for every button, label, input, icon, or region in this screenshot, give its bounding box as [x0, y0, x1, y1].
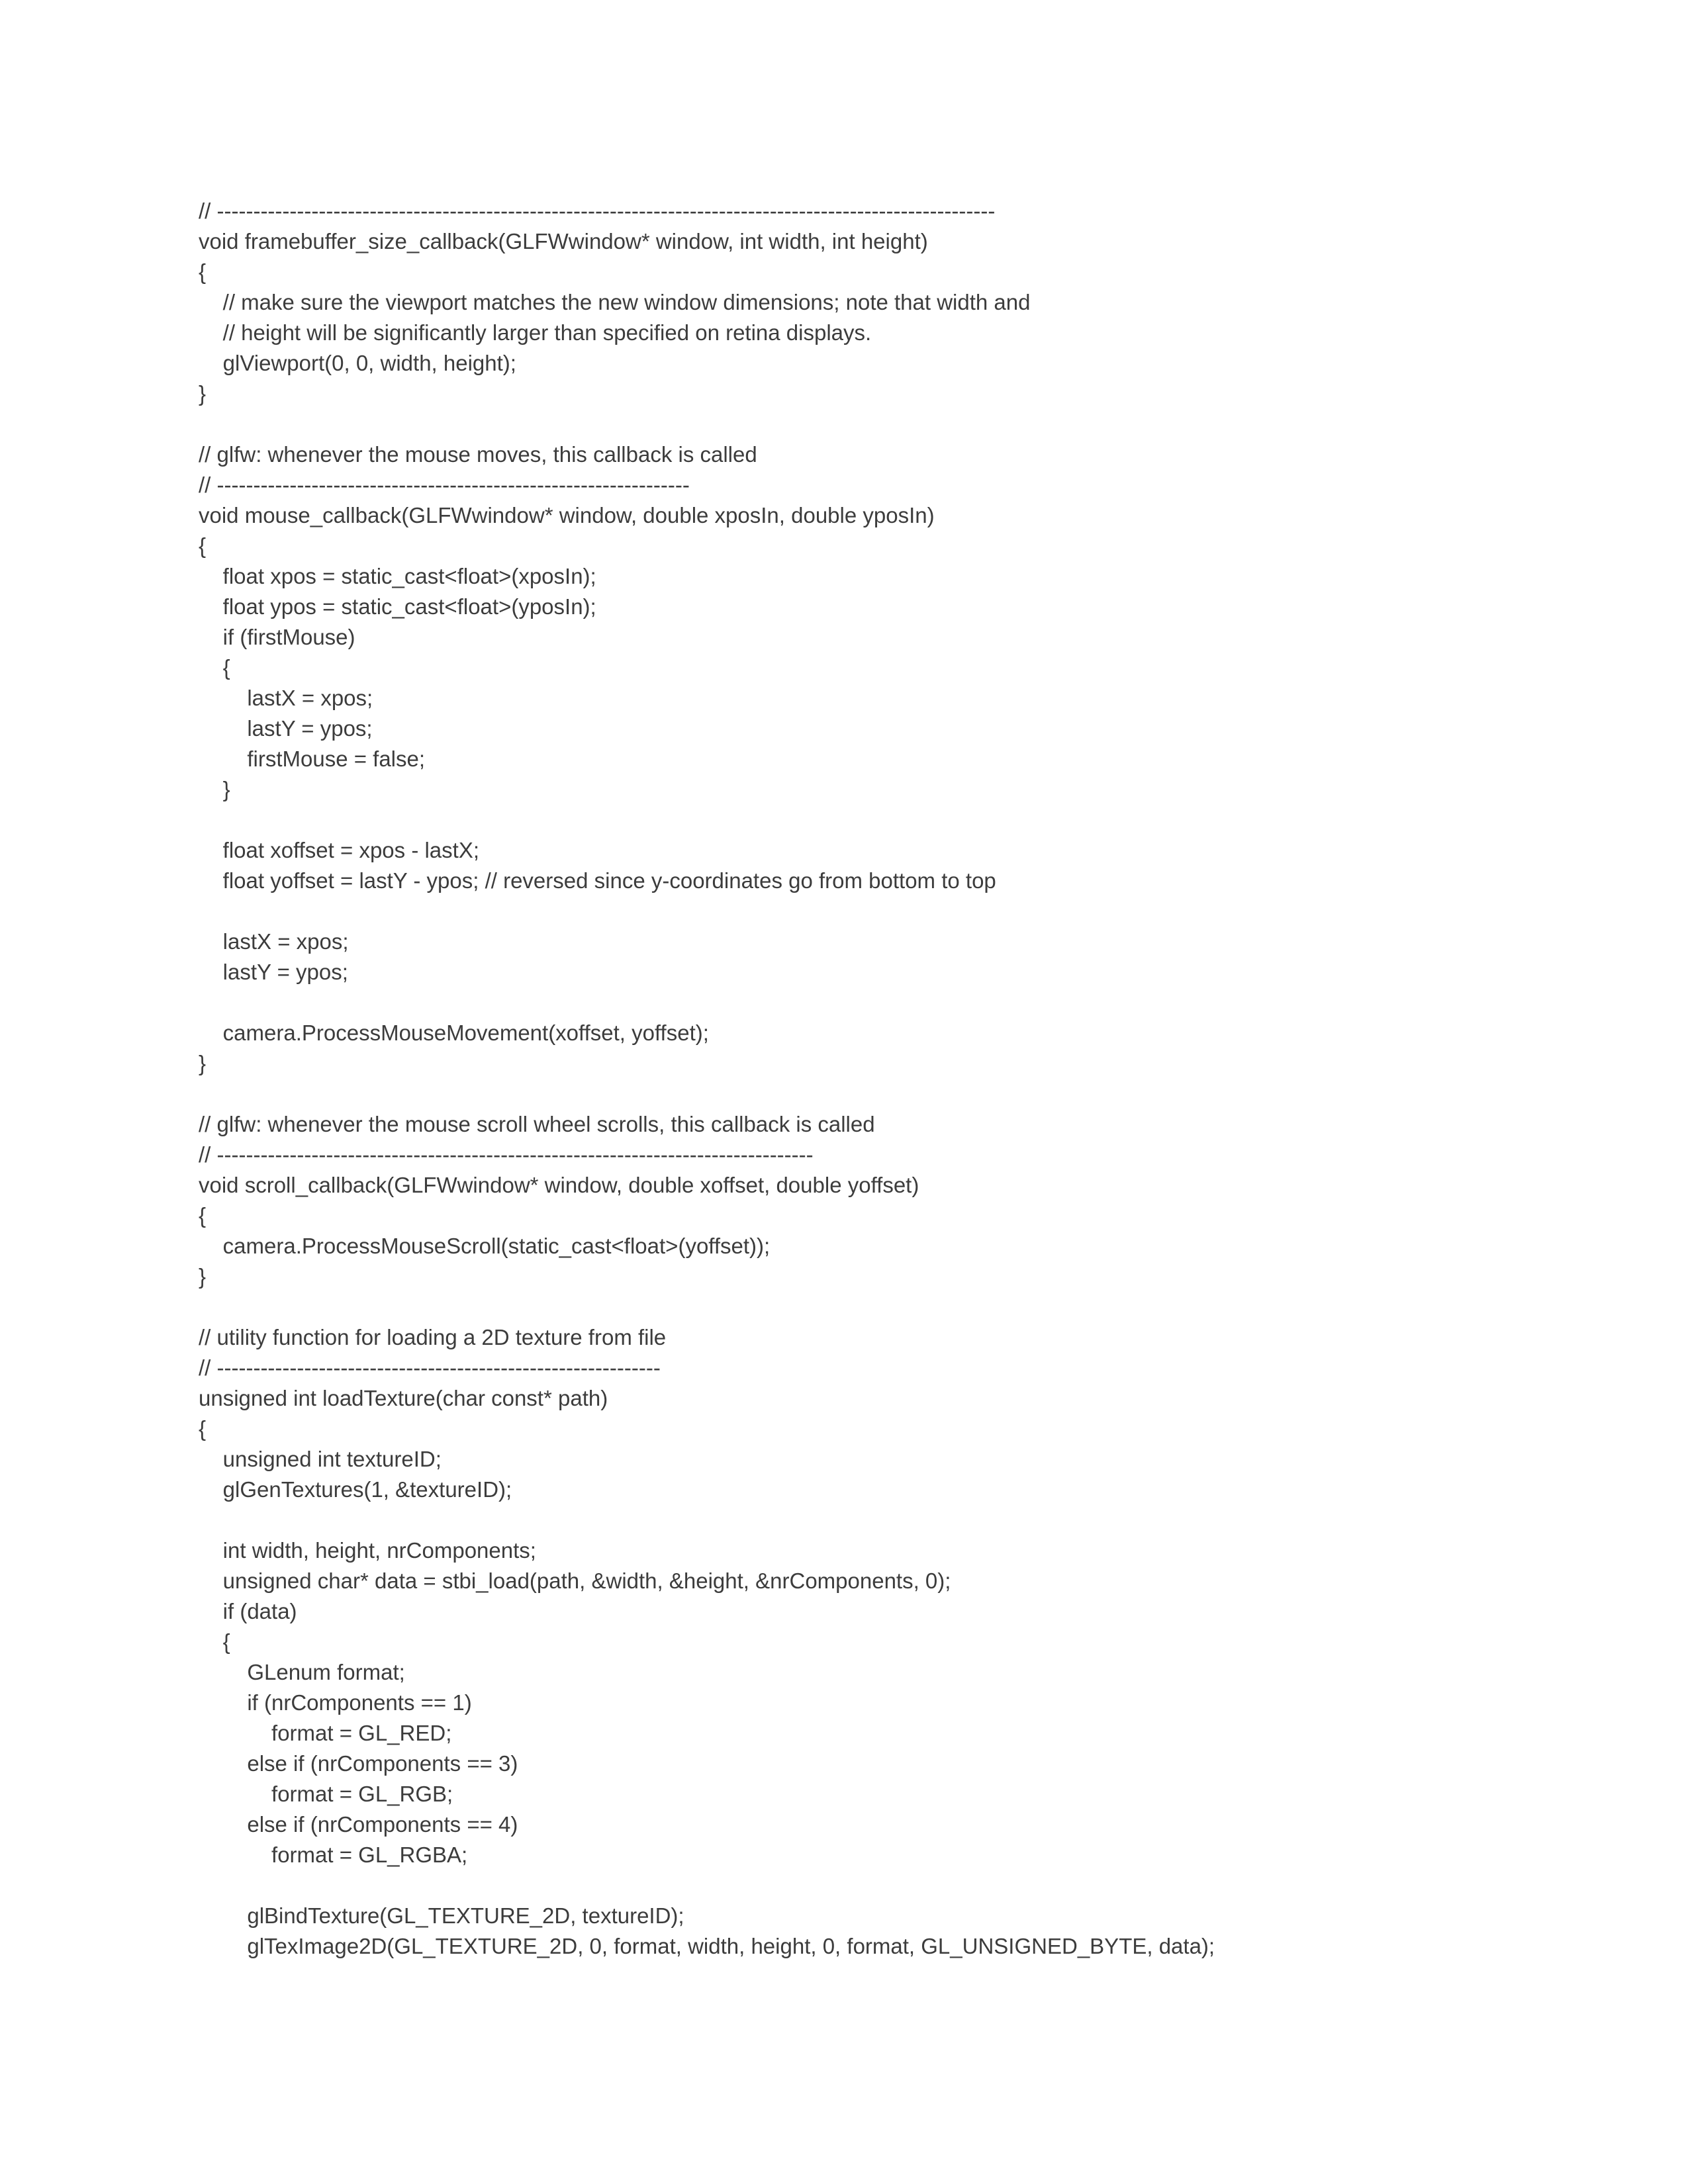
code-line: firstMouse = false; [199, 747, 426, 771]
code-line: if (nrComponents == 1) [199, 1690, 472, 1715]
code-line: format = GL_RED; [199, 1721, 452, 1745]
code-line: glTexImage2D(GL_TEXTURE_2D, 0, format, width, height, 0, format, GL_UNSIGNED_BYTE, data); [199, 1934, 1215, 1958]
code-line: // height will be significantly larger than specified on retina displays. [199, 320, 872, 345]
code-line: lastX = xpos; [199, 929, 349, 954]
code-line: float xoffset = xpos - lastX; [199, 838, 480, 862]
code-line: } [199, 777, 230, 801]
code-line: GLenum format; [199, 1660, 405, 1684]
code-line: // ---------------------------------------------------------------------------------- [199, 1142, 814, 1167]
code-line: camera.ProcessMouseMovement(xoffset, yoffset); [199, 1021, 709, 1045]
code-line: void mouse_callback(GLFWwindow* window, double xposIn, double yposIn) [199, 503, 935, 527]
code-line: format = GL_RGB; [199, 1782, 453, 1806]
code-line: { [199, 259, 207, 284]
code-line: camera.ProcessMouseScroll(static_cast<float>(yoffset)); [199, 1234, 771, 1258]
code-line: lastX = xpos; [199, 686, 373, 710]
code-listing [199, 196, 1215, 1962]
code-line: float yoffset = lastY - ypos; // reversed since y-coordinates go from bottom to top [199, 868, 996, 893]
code-line [199, 1292, 1215, 1322]
code-line: float xpos = static_cast<float>(xposIn); [199, 564, 596, 588]
code-line: // glfw: whenever the mouse scroll wheel scrolls, this callback is called [199, 1112, 875, 1136]
code-line: } [199, 1264, 207, 1289]
code-line: if (data) [199, 1599, 297, 1623]
code-line [199, 896, 1215, 927]
code-line: // ------------------------------------------------------------- [199, 1355, 661, 1380]
code-line: // utility function for loading a 2D texture from file [199, 1325, 667, 1349]
code-line: { [199, 1416, 207, 1441]
code-line: format = GL_RGBA; [199, 1843, 468, 1867]
code-line: { [199, 655, 230, 680]
code-line: lastY = ypos; [199, 960, 348, 984]
code-line: lastY = ypos; [199, 716, 373, 741]
code-line: glBindTexture(GL_TEXTURE_2D, textureID); [199, 1903, 684, 1928]
code-line [199, 987, 1215, 1018]
code-line: glViewport(0, 0, width, height); [199, 351, 516, 375]
code-line: // glfw: whenever the mouse moves, this callback is called [199, 442, 757, 467]
code-line: if (firstMouse) [199, 625, 355, 649]
code-line: { [199, 1203, 207, 1228]
code-line: else if (nrComponents == 4) [199, 1812, 518, 1837]
code-line: void framebuffer_size_callback(GLFWwindow* window, int width, int height) [199, 229, 928, 253]
code-line: unsigned int textureID; [199, 1447, 442, 1471]
code-line [199, 805, 1215, 835]
code-line: } [199, 381, 207, 406]
code-line [199, 409, 1215, 439]
code-line: float ypos = static_cast<float>(yposIn); [199, 594, 596, 619]
code-line: glGenTextures(1, &textureID); [199, 1477, 512, 1502]
code-line: // ----------------------------------------------------------------------------------------------------------- [199, 199, 996, 223]
code-line: unsigned char* data = stbi_load(path, &width, &height, &nrComponents, 0); [199, 1569, 951, 1593]
code-line [199, 1079, 1215, 1109]
code-line: unsigned int loadTexture(char const* path) [199, 1386, 608, 1410]
code-line: { [199, 1629, 230, 1654]
code-line: { [199, 533, 207, 558]
code-line: // ----------------------------------------------------------------- [199, 473, 690, 497]
code-line: void scroll_callback(GLFWwindow* window, double xoffset, double yoffset) [199, 1173, 919, 1197]
code-line: int width, height, nrComponents; [199, 1538, 536, 1563]
code-line [199, 1505, 1215, 1535]
code-line [199, 1870, 1215, 1901]
code-line: // make sure the viewport matches the new window dimensions; note that width and [199, 290, 1031, 314]
code-line: } [199, 1051, 207, 1075]
code-line: else if (nrComponents == 3) [199, 1751, 518, 1776]
